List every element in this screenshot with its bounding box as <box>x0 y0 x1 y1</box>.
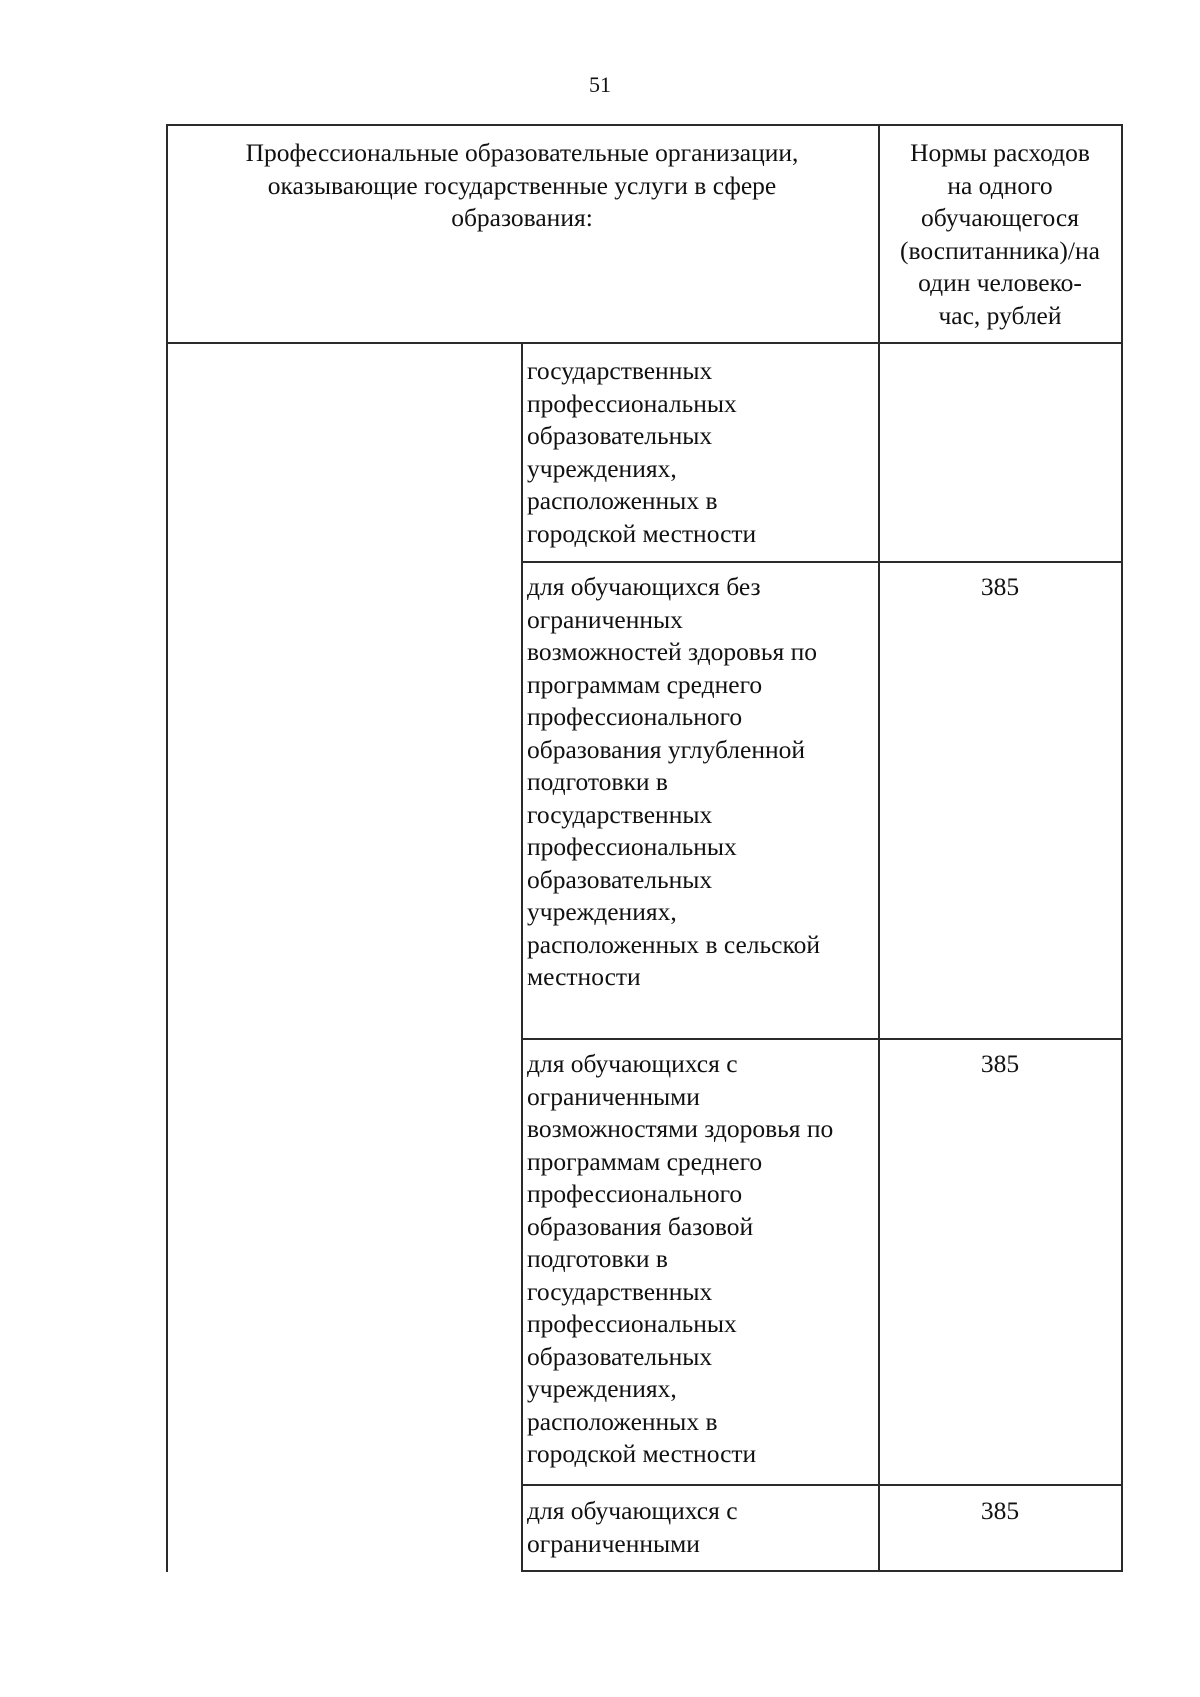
inner-column-divider <box>521 342 523 1572</box>
row2-bottom-border <box>521 1038 1123 1040</box>
header-bottom-border <box>166 342 1123 344</box>
row4-bottom-border <box>521 1570 1123 1572</box>
row-2-description: для обучающихся без ограниченных возможностей здоровья по программам среднего профессионального образования углубленной подготовки в государственных профессиональных образовательных учреждениях, расположенных в сельской местности <box>527 572 820 991</box>
table-left-border <box>166 124 168 1572</box>
row-3-value: 385 <box>980 1049 1020 1078</box>
page-number: 51 <box>589 72 611 97</box>
header-expense-norms: Нормы расходов на одного обучающегося (воспитанника)/на один человеко- час, рублей <box>900 138 1100 330</box>
row3-bottom-border <box>521 1484 1123 1486</box>
row-1-description: государственных профессиональных образовательных учреждениях, расположенных в городской местности <box>527 356 757 548</box>
row-4-value: 385 <box>980 1496 1020 1525</box>
table-right-border <box>1121 124 1123 1572</box>
row-4-description: для обучающихся с ограниченными <box>527 1496 738 1558</box>
header-organizations: Профессиональные образовательные организации, оказывающие государственные услуги в сфере образования: <box>245 138 799 232</box>
row-3-description: для обучающихся с ограниченными возможностями здоровья по программам среднего профессионального образования базовой подготовки в государственных профессиональных образовательных учреждениях, расположенных в городской местности <box>527 1049 834 1468</box>
value-column-divider <box>878 124 880 1572</box>
row1-bottom-border <box>521 561 1123 563</box>
row-2-value: 385 <box>980 572 1020 601</box>
table-top-border <box>166 124 1123 126</box>
